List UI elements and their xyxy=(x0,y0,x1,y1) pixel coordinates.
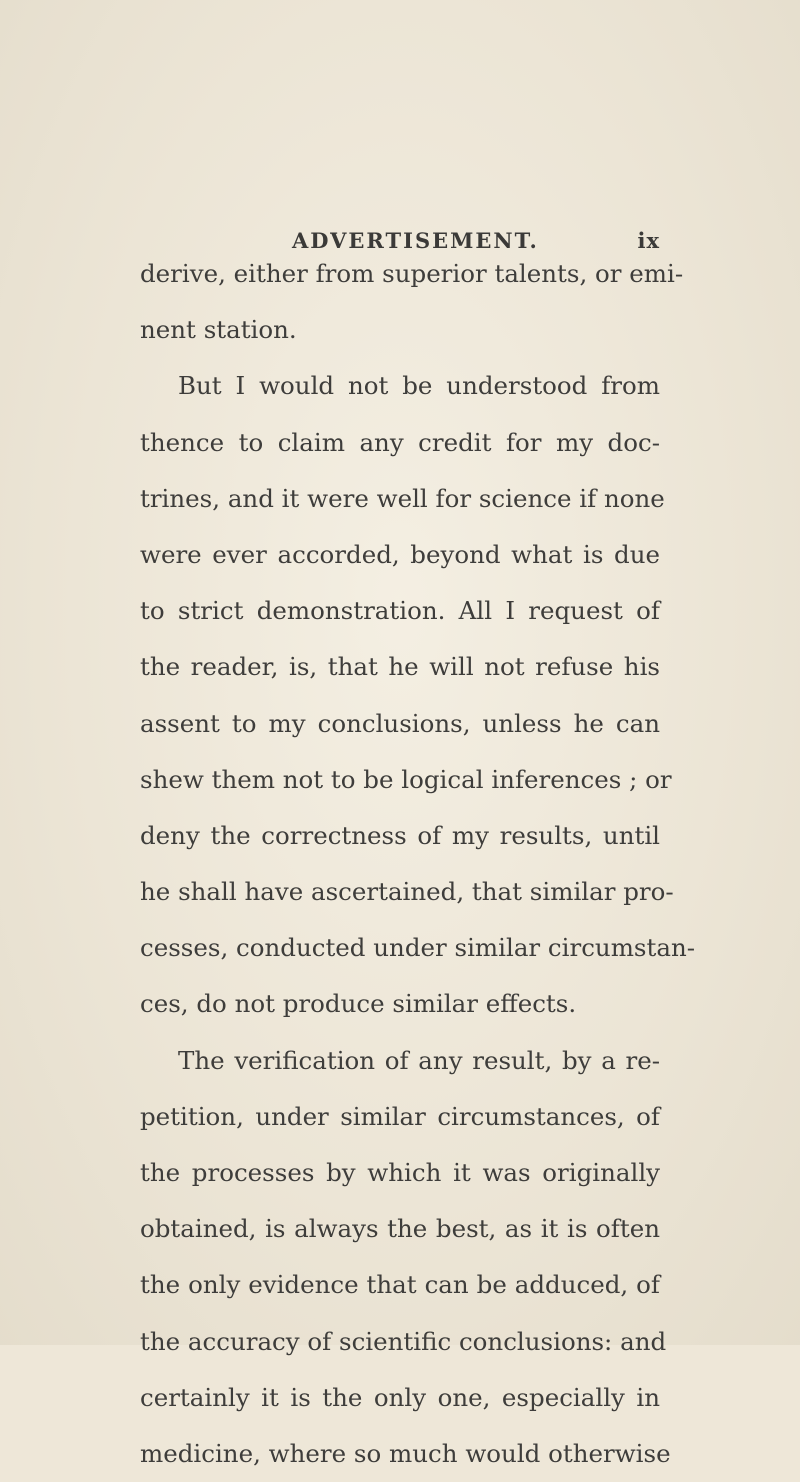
text-line: to strict demonstration. All I request of xyxy=(140,596,660,626)
text-line: deny the correctness of my results, until xyxy=(140,820,660,850)
text-line: the only evidence that can be adduced, of xyxy=(140,1270,660,1300)
text-line: derive, either from superior talents, or emi- xyxy=(140,259,684,288)
text-line: were ever accorded, beyond what is due xyxy=(140,539,660,569)
text-line: medicine, where so much would otherwise xyxy=(140,1438,671,1468)
text-line: certainly it is the only one, especially in xyxy=(140,1382,660,1412)
running-head-title: ADVERTISEMENT. xyxy=(292,228,539,253)
text-line: cesses, conducted under similar circumstan- xyxy=(140,933,696,963)
text-line: obtained, is always the best, as it is often xyxy=(140,1214,660,1244)
text-line: trines, and it were well for science if none xyxy=(140,483,665,513)
text-line: the accuracy of scientific conclusions: and xyxy=(140,1326,667,1356)
text-line: nent station. xyxy=(140,315,297,345)
text-line: shew them not to be logical inferences ; or xyxy=(140,764,672,794)
paragraph-start-line: The verification of any result, by a re- xyxy=(178,1045,660,1075)
text-line: assent to my conclusions, unless he can xyxy=(140,708,660,738)
paragraph-start-line: But I would not be understood from xyxy=(178,371,660,401)
text-line: ces, do not produce similar effects. xyxy=(140,989,577,1019)
text-line: the processes by which it was originally xyxy=(140,1158,660,1187)
page-number: ix xyxy=(637,228,660,253)
text-line: thence to claim any credit for my doc- xyxy=(140,427,660,457)
text-line: petition, under similar circumstances, of xyxy=(140,1101,660,1131)
text-line: the reader, is, that he will not refuse his xyxy=(140,652,660,682)
body-text xyxy=(140,246,696,1482)
text-line: he shall have ascertained, that similar pro- xyxy=(140,877,674,907)
